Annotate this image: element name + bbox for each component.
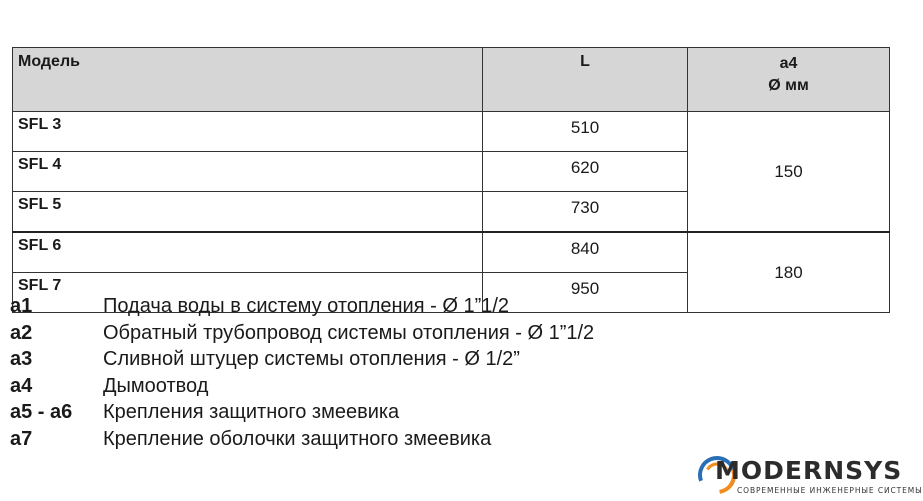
legend xyxy=(10,293,594,452)
header-model: Модель xyxy=(13,48,483,112)
l-cell: 510 xyxy=(483,112,688,152)
legend-desc: Обратный трубопровод системы отопления - Ø 1”1/2 xyxy=(103,321,595,344)
header-a4 xyxy=(688,48,890,112)
legend-desc: Крепление оболочки защитного змеевика xyxy=(103,427,492,450)
l-cell: 730 xyxy=(483,192,688,233)
legend-desc: Крепления защитного змеевика xyxy=(103,401,400,423)
model-cell: SFL 6 xyxy=(13,232,483,273)
model-cell: SFL 5 xyxy=(13,192,483,233)
legend-item xyxy=(10,426,594,453)
legend-code: a3 xyxy=(10,348,33,370)
model-cell: SFL 3 xyxy=(13,112,483,152)
header-l: L xyxy=(483,48,688,112)
legend-item xyxy=(10,399,594,426)
model-cell: SFL 4 xyxy=(13,152,483,192)
l-cell: 840 xyxy=(483,232,688,273)
legend-code: a4 xyxy=(10,374,33,397)
spec-table xyxy=(12,47,890,313)
table-row xyxy=(13,112,890,152)
legend-code: a2 xyxy=(10,321,33,344)
logo-tagline: СОВРЕМЕННЫЕ ИНЖЕНЕРНЫЕ СИСТЕМЫ xyxy=(737,486,923,495)
l-cell: 950 xyxy=(483,273,688,313)
legend-item xyxy=(10,293,594,320)
legend-code: a5 - a6 xyxy=(10,401,73,423)
model-cell: SFL 7 xyxy=(13,273,483,313)
legend-code: a7 xyxy=(10,427,33,450)
legend-desc: Подача воды в систему отопления - Ø 1”1/2 xyxy=(103,295,510,317)
table-row xyxy=(13,232,890,273)
header-a4-label: a4 xyxy=(779,55,798,72)
logo-wordmark: MODERNSYS xyxy=(715,456,903,485)
legend-desc: Дымоотвод xyxy=(103,374,209,397)
table-header-row xyxy=(13,48,890,112)
header-a4-unit: Ø мм xyxy=(768,77,809,94)
legend-item xyxy=(10,373,594,400)
modernsys-logo xyxy=(697,453,923,499)
legend-desc: Сливной штуцер системы отопления - Ø 1/2” xyxy=(103,348,520,370)
legend-code: a1 xyxy=(10,295,33,317)
legend-item xyxy=(10,320,594,347)
a4-cell: 180 xyxy=(688,232,890,313)
a4-cell: 150 xyxy=(688,112,890,233)
l-cell: 620 xyxy=(483,152,688,192)
legend-item xyxy=(10,346,594,373)
